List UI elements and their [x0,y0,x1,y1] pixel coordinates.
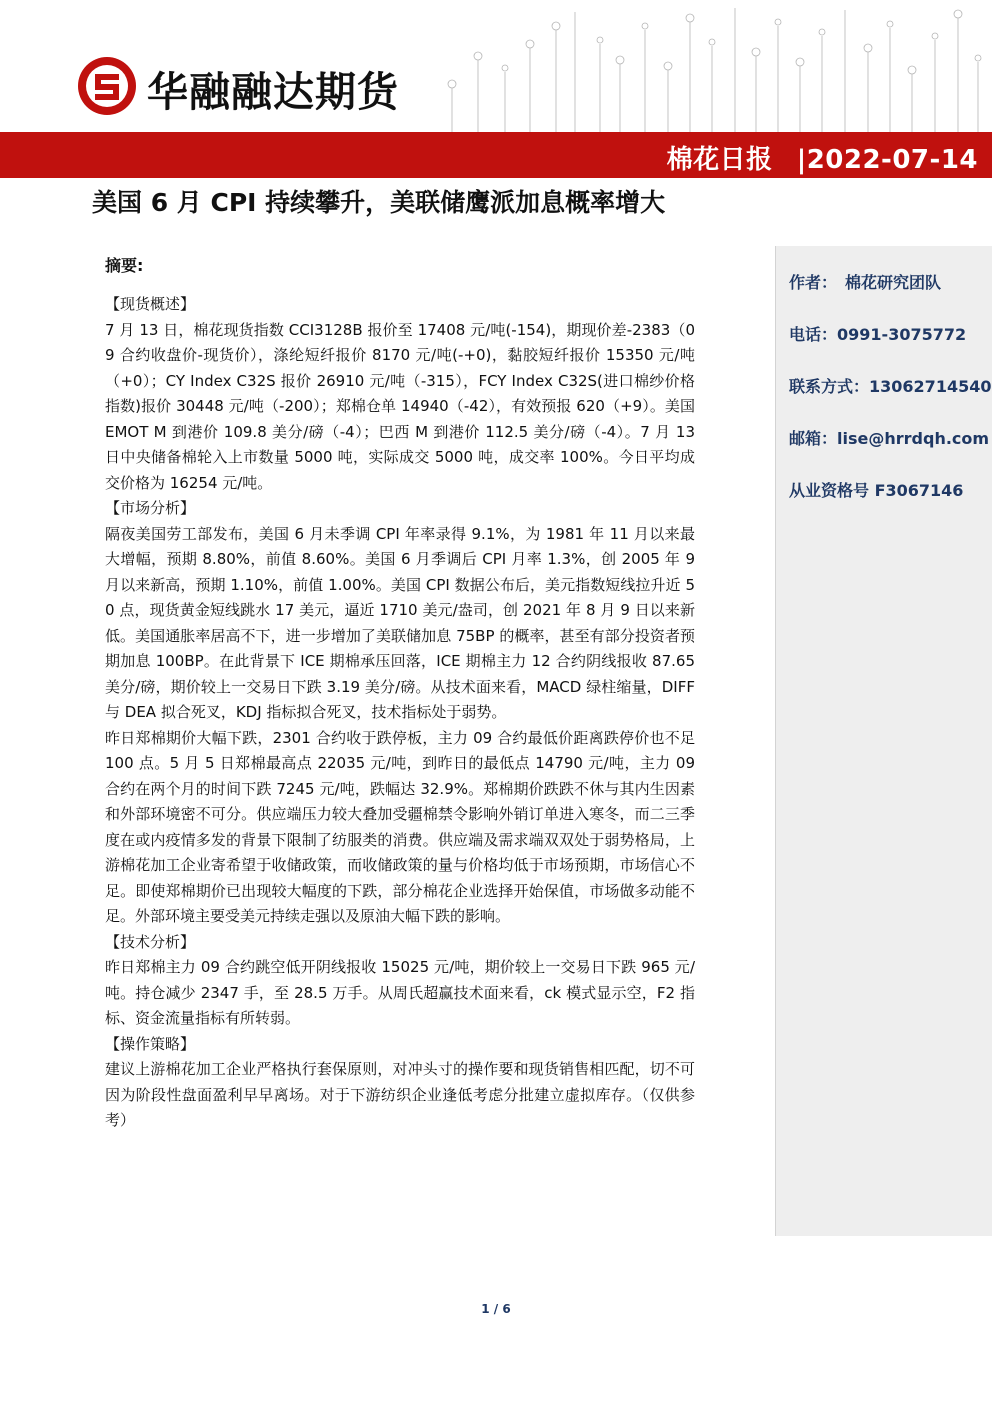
report-body [105,253,695,1134]
report-header [0,0,992,180]
page-number: 1 / 6 [481,1302,511,1316]
header-separator: | [796,145,807,175]
contact-info [789,374,991,397]
phone-value: 0991-3075772 [837,325,967,344]
company-name: 华融融达期货 [147,68,399,116]
license-number: 从业资格号 F3067146 [789,481,964,500]
email-label: 邮箱： [789,429,838,448]
author-info [789,270,941,293]
section-paragraph-technical: 昨日郑棉主力 09 合约跳空低开阴线报收 15025 元/吨，期价较上一交易日下跌 965 元/吨。持仓减少 2347 手，至 28.5 万手。从周氏超赢技术面来看，ck 模式显示空，F2 指标、资金流量指标有所转弱。 [105,958,695,1027]
section-title-spot: 【现货概述】 [105,295,196,313]
email-info [789,426,989,449]
report-type: 棉花日报 [666,145,773,175]
section-paragraph-strategy: 建议上游棉花加工企业严格执行套保原则，对冲头寸的操作要和现货销售相匹配，切不可因为阶段性盘面盈利早早离场。对于下游纺织企业逢低考虑分批建立虚拟库存。（仅供参考） [105,1060,695,1129]
section-paragraph-market-2: 昨日郑棉期价大幅下跌，2301 合约收于跌停板，主力 09 合约最低价距离跌停价也不足 100 点。5 月 5 日郑棉最高点 22035 元/吨，到昨日的最低点 14790 元/吨，主力 09 合约在两个月的时间下跌 7245 元/吨，跌幅达 32.9%。郑棉期价跌跌不休与其内生因素和外部环境密不可分。供应端压力较大叠加受疆棉禁令影响外销订单进入寒冬，而二三季度在或内疫情多发的背景下限制了纺服类的消费。供应端及需求端双双处于弱势格局，上游棉花加工企业寄希望于收储政策，而收储政策的量与价格均低于市场预期，市场信心不足。即使郑棉期价已出现较大幅度的下跌，部分棉花企业选择开始保值，市场做多动能不足。外部环境主要受美元持续走强以及原油大幅下跌的影响。 [105,728,695,925]
author-value: 棉花研究团队 [845,273,942,292]
contact-value: 13062714540 [869,377,992,396]
abstract-label: 摘要: [105,256,144,275]
report-type-date [667,139,978,176]
report-date: 2022-07-14 [806,145,978,175]
section-paragraph-market-1: 隔夜美国劳工部发布，美国 6 月未季调 CPI 年率录得 9.1%，为 1981 年 11 月以来最大增幅，预期 8.80%，前值 8.60%。美国 6 月季调后 CPI 月率 1.3%，创 2005 年 9 月以来新高，预期 1.10%，前值 1.00%。美国 CPI 数据公布后，美元指数短线拉升近 50 点，现货黄金短线跳水 17 美元，逼近 1710 美元/盎司，创 2021 年 8 月 9 日以来新低。美国通胀率居高不下，进一步增加了美联储加息 75BP 的概率，甚至有部分投资者预期加息 100BP。在此背景下 ICE 期棉承压回落，ICE 期棉主力 12 合约阴线报收 87.65 美分/磅，期价较上一交易日下跌 3.19 美分/磅。从技术面来看，MACD 绿柱缩量，DIFF 与 DEA 拟合死叉，KDJ 指标拟合死叉，技术指标处于弱势。 [105,524,695,721]
author-label: 作者： [789,273,838,292]
section-title-market: 【市场分析】 [105,499,196,517]
company-logo-icon [76,55,138,117]
phone-label: 电话： [789,325,838,344]
contact-label: 联系方式： [789,377,870,396]
email-link[interactable]: lise@hrrdqh.com [837,429,990,448]
section-paragraph-spot: 7 月 13 日，棉花现货指数 CCI3128B 报价至 17408 元/吨(-154)，期现价差-2383（09 合约收盘价-现货价），涤纶短纤报价 8170 元/吨(-+0)，黏胶短纤报价 15350 元/吨（+0）；CY Index C32S 报价 26910 元/吨（-315），FCY Index C32S(进口棉纱价格指数)报价 30448 元/吨（-200）；郑棉仓单 14940（-42），有效预报 620（+9）。美国 EMOT M 到港价 109.8 美分/磅（-4）；巴西 M 到港价 112.5 美分/磅（-4）。7 月 13 日中央储备棉轮入上市数量 5000 吨，实际成交 5000 吨，成交率 100%。今日平均成交价格为 16254 元/吨。 [105,320,695,492]
section-title-technical: 【技术分析】 [105,932,196,951]
report-title: 美国 6 月 CPI 持续攀升，美联储鹰派加息概率增大 [92,188,666,217]
author-sidebar [775,246,992,1236]
phone-info [789,322,966,345]
section-title-strategy: 【操作策略】 [105,1034,196,1053]
